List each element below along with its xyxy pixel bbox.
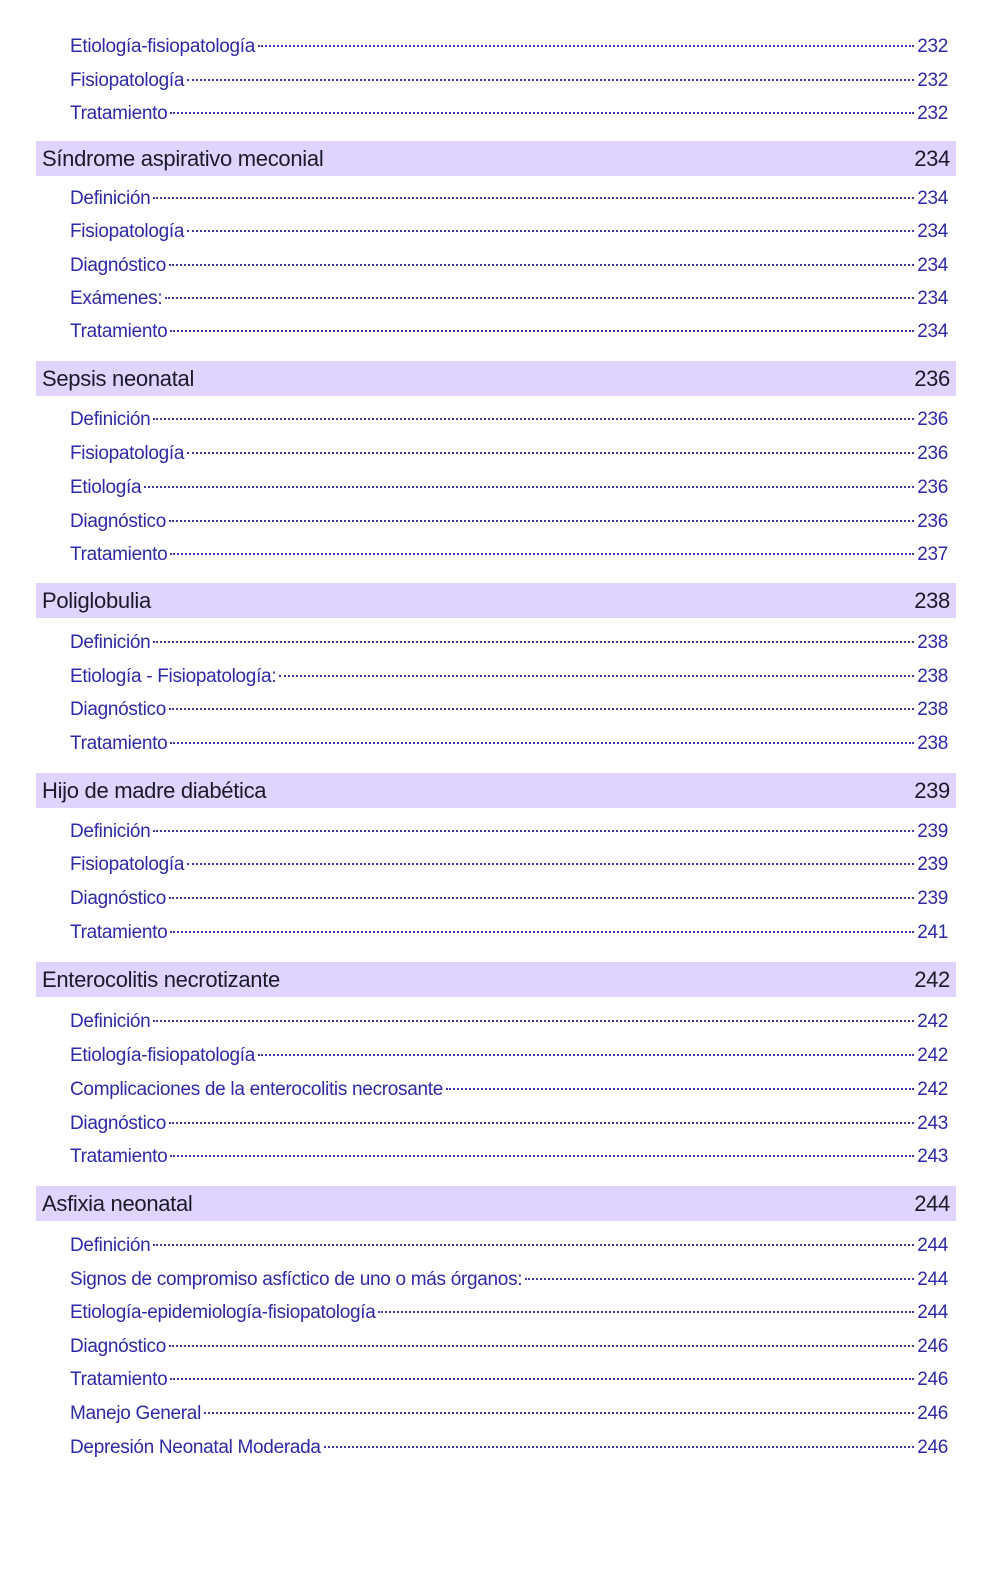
toc-chapter-heading[interactable] [36, 361, 956, 396]
entry-title: Depresión Neonatal Moderada [70, 1437, 321, 1458]
entry-title: Exámenes: [70, 288, 163, 309]
dot-leader [170, 742, 914, 744]
entry-page-number: 234 [917, 255, 948, 276]
entry-page-number: 239 [917, 821, 948, 842]
entry-title: Tratamiento [70, 103, 168, 124]
dot-leader [170, 330, 914, 332]
toc-entry[interactable] [70, 507, 948, 537]
chapter-title: Hijo de madre diabética [42, 777, 267, 803]
dot-leader [153, 418, 914, 420]
dot-leader [170, 112, 914, 114]
entry-title: Diagnóstico [70, 511, 166, 532]
entry-page-number: 238 [917, 666, 948, 687]
entry-page-number: 236 [917, 477, 948, 498]
entry-title: Manejo General [70, 1403, 201, 1424]
chapter-page-number: 238 [914, 587, 950, 613]
dot-leader [187, 863, 914, 865]
toc-entry[interactable] [70, 317, 948, 347]
entry-page-number: 238 [917, 699, 948, 720]
entry-title: Etiología-fisiopatología [70, 1045, 256, 1066]
entry-page-number: 244 [917, 1302, 948, 1323]
chapter-page-number: 239 [914, 777, 950, 803]
toc-entry[interactable] [70, 817, 948, 847]
entry-page-number: 232 [917, 103, 948, 124]
entry-page-number: 242 [917, 1045, 948, 1066]
toc-entry[interactable] [70, 1399, 948, 1429]
entry-title: Tratamiento [70, 733, 168, 754]
toc-entry[interactable] [70, 1041, 948, 1071]
entry-page-number: 238 [917, 632, 948, 653]
toc-entry[interactable] [70, 184, 948, 214]
entry-page-number: 239 [917, 854, 948, 875]
dot-leader [258, 45, 914, 47]
entry-page-number: 239 [917, 888, 948, 909]
entry-page-number: 234 [917, 288, 948, 309]
entry-title: Definición [70, 1011, 151, 1032]
dot-leader [169, 897, 914, 899]
entry-page-number: 241 [917, 922, 948, 943]
entry-title: Definición [70, 188, 151, 209]
entry-page-number: 246 [917, 1336, 948, 1357]
entry-page-number: 242 [917, 1011, 948, 1032]
dot-leader [324, 1446, 915, 1448]
dot-leader [169, 708, 914, 710]
toc-entry[interactable] [70, 1075, 948, 1105]
dot-leader [258, 1054, 914, 1056]
toc-entry[interactable] [70, 729, 948, 759]
chapter-page-number: 244 [914, 1190, 950, 1216]
toc-entry[interactable] [70, 251, 948, 281]
dot-leader [170, 1378, 914, 1380]
entry-title: Fisiopatología [70, 70, 185, 91]
chapter-page-number: 234 [914, 145, 950, 171]
dot-leader [378, 1311, 914, 1313]
entry-title: Fisiopatología [70, 221, 185, 242]
entry-title: Etiología-fisiopatología [70, 36, 256, 57]
dot-leader [169, 520, 914, 522]
chapter-title: Poliglobulia [42, 587, 151, 613]
entry-page-number: 243 [917, 1146, 948, 1167]
entry-title: Definición [70, 632, 151, 653]
toc-chapter-heading[interactable] [36, 773, 956, 808]
toc-entry[interactable] [70, 439, 948, 469]
entry-page-number: 236 [917, 409, 948, 430]
entry-title: Diagnóstico [70, 699, 166, 720]
entry-page-number: 236 [917, 511, 948, 532]
dot-leader [153, 1020, 914, 1022]
entry-title: Tratamiento [70, 922, 168, 943]
dot-leader [144, 486, 914, 488]
toc-chapter-heading[interactable] [36, 962, 956, 997]
chapter-title: Enterocolitis necrotizante [42, 966, 280, 992]
dot-leader [153, 1244, 914, 1246]
toc-entry[interactable] [70, 695, 948, 725]
dot-leader [170, 931, 914, 933]
dot-leader [153, 830, 914, 832]
entry-title: Diagnóstico [70, 888, 166, 909]
entry-title: Definición [70, 821, 151, 842]
entry-page-number: 234 [917, 221, 948, 242]
toc-entry[interactable] [70, 850, 948, 880]
entry-title: Fisiopatología [70, 854, 185, 875]
toc-entry[interactable] [70, 32, 948, 62]
toc-entry[interactable] [70, 284, 948, 314]
toc-entry[interactable] [70, 884, 948, 914]
toc-entry[interactable] [70, 1007, 948, 1037]
toc-entry[interactable] [70, 99, 948, 129]
toc-entry[interactable] [70, 473, 948, 503]
entry-title: Etiología-epidemiología-fisiopatología [70, 1302, 376, 1323]
entry-page-number: 246 [917, 1369, 948, 1390]
toc-entry[interactable] [70, 1265, 948, 1295]
entry-title: Diagnóstico [70, 1336, 166, 1357]
dot-leader [187, 79, 914, 81]
toc-chapter-heading[interactable] [36, 1186, 956, 1221]
toc-chapter-heading[interactable] [36, 141, 956, 176]
entry-page-number: 244 [917, 1235, 948, 1256]
entry-title: Tratamiento [70, 544, 168, 565]
toc-entry[interactable] [70, 1298, 948, 1328]
entry-page-number: 246 [917, 1437, 948, 1458]
entry-page-number: 244 [917, 1269, 948, 1290]
chapter-page-number: 236 [914, 365, 950, 391]
toc-entry[interactable] [70, 1142, 948, 1172]
dot-leader [446, 1088, 914, 1090]
entry-title: Signos de compromiso asfíctico de uno o más órganos: [70, 1269, 523, 1290]
dot-leader [187, 452, 914, 454]
toc-entry[interactable] [70, 540, 948, 570]
entry-page-number: 232 [917, 70, 948, 91]
toc-entry[interactable] [70, 1365, 948, 1395]
toc-entry[interactable] [70, 405, 948, 435]
toc-entry[interactable] [70, 217, 948, 247]
entry-title: Tratamiento [70, 321, 168, 342]
entry-title: Definición [70, 409, 151, 430]
toc-entry[interactable] [70, 66, 948, 96]
dot-leader [525, 1278, 914, 1280]
entry-title: Tratamiento [70, 1369, 168, 1390]
entry-title: Tratamiento [70, 1146, 168, 1167]
entry-title: Diagnóstico [70, 1113, 166, 1134]
toc-entry[interactable] [70, 628, 948, 658]
toc-chapter-heading[interactable] [36, 583, 956, 618]
toc-entry[interactable] [70, 1332, 948, 1362]
entry-title: Etiología [70, 477, 142, 498]
entry-page-number: 234 [917, 188, 948, 209]
entry-title: Definición [70, 1235, 151, 1256]
dot-leader [153, 641, 914, 643]
entry-title: Complicaciones de la enterocolitis necrosante [70, 1079, 444, 1100]
entry-page-number: 246 [917, 1403, 948, 1424]
toc-entry[interactable] [70, 1231, 948, 1261]
entry-title: Fisiopatología [70, 443, 185, 464]
chapter-title: Sepsis neonatal [42, 365, 195, 391]
toc-entry[interactable] [70, 1433, 948, 1463]
chapter-page-number: 242 [914, 966, 950, 992]
entry-page-number: 237 [917, 544, 948, 565]
dot-leader [165, 297, 914, 299]
chapter-title: Síndrome aspirativo meconial [42, 145, 324, 171]
toc-entry[interactable] [70, 1109, 948, 1139]
dot-leader [170, 1155, 914, 1157]
entry-title: Etiología - Fisiopatología: [70, 666, 277, 687]
entry-page-number: 232 [917, 36, 948, 57]
dot-leader [187, 230, 914, 232]
chapter-title: Asfixia neonatal [42, 1190, 193, 1216]
toc-entry[interactable] [70, 918, 948, 948]
entry-page-number: 236 [917, 443, 948, 464]
entry-page-number: 234 [917, 321, 948, 342]
dot-leader [204, 1412, 914, 1414]
entry-title: Diagnóstico [70, 255, 166, 276]
dot-leader [153, 197, 914, 199]
entry-page-number: 238 [917, 733, 948, 754]
toc-entry[interactable] [70, 662, 948, 692]
dot-leader [169, 1345, 914, 1347]
dot-leader [279, 675, 914, 677]
dot-leader [169, 1122, 914, 1124]
dot-leader [170, 553, 914, 555]
entry-page-number: 243 [917, 1113, 948, 1134]
entry-page-number: 242 [917, 1079, 948, 1100]
dot-leader [169, 264, 914, 266]
